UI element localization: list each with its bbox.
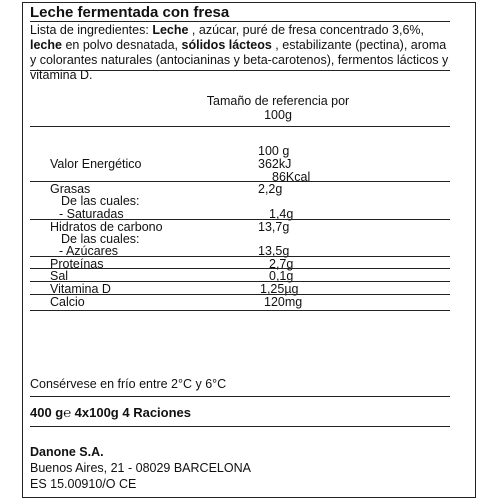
ingredient-part: , estabilizante (pectina), aroma y colorantes naturales (antocianinas y beta-carotenos), fermentos lácticos y vitamina D.: [30, 38, 449, 82]
nutrient-label: Grasas: [50, 182, 91, 196]
divider: [30, 396, 450, 397]
nutrient-value: 362kJ: [258, 157, 292, 171]
nutrient-value: 0,1g: [269, 269, 294, 283]
divider: [30, 21, 450, 22]
ingredient-part: en polvo desnatada,: [61, 38, 182, 52]
nutrient-value: 13,7g: [258, 220, 290, 234]
ingredient-part: , azúcar, puré de fresa concentrado 3,6%,: [188, 23, 425, 37]
nutrient-value: 2,7g: [269, 257, 294, 271]
nutrient-value: 1,4g: [269, 207, 294, 221]
product-title: Leche fermentada con fresa: [30, 4, 230, 21]
ingredient-part: sólidos lácteos: [181, 38, 272, 52]
divider: [30, 310, 450, 311]
package-info: 400 g℮ 4x100g 4 Raciones: [30, 405, 192, 420]
ingredient-part: leche: [30, 38, 62, 52]
manufacturer-address: Buenos Aires, 21 - 08029 BARCELONA: [30, 461, 251, 475]
divider: [30, 268, 450, 269]
nutrient-value: 2,2g: [258, 182, 283, 196]
nutrient-label: - Saturadas: [59, 207, 124, 221]
nutrient-label: Valor Energético: [50, 157, 142, 171]
nutrient-label: - Azúcares: [59, 244, 119, 258]
registry-code: ES 15.00910/O CE: [30, 477, 137, 491]
divider: [30, 181, 450, 182]
nutrient-label: Proteínas: [50, 257, 104, 271]
ingredients-prefix: Lista de ingredientes:: [30, 23, 153, 37]
nutrient-label: Calcio: [50, 295, 85, 309]
ingredients-text: [30, 23, 450, 83]
divider: [30, 126, 450, 127]
nutrient-label: Vitamina D: [50, 282, 111, 296]
nutrient-sublabel: De las cuales:: [61, 232, 140, 246]
nutrient-value: 13,5g: [258, 244, 290, 258]
nutrient-value: 86Kcal: [272, 170, 311, 184]
nutrient-label: Sal: [50, 269, 69, 283]
reference-size-title: Tamaño de referencia por: [206, 94, 350, 108]
manufacturer-name: Danone S.A.: [30, 445, 104, 459]
divider: [30, 70, 450, 71]
nutrient-value: 120mg: [264, 295, 303, 309]
nutrient-value: 1,25µg: [260, 282, 299, 296]
divider: [30, 294, 450, 295]
divider: [30, 426, 450, 427]
ingredient-part: Leche: [152, 23, 189, 37]
storage-instructions: Consérvese en frío entre 2°C y 6°C: [30, 377, 227, 391]
column-header: 100 g: [258, 144, 290, 158]
nutrient-label: Hidratos de carbono: [50, 220, 163, 234]
reference-size-value: 100g: [264, 108, 292, 122]
nutrient-sublabel: De las cuales:: [61, 194, 140, 208]
